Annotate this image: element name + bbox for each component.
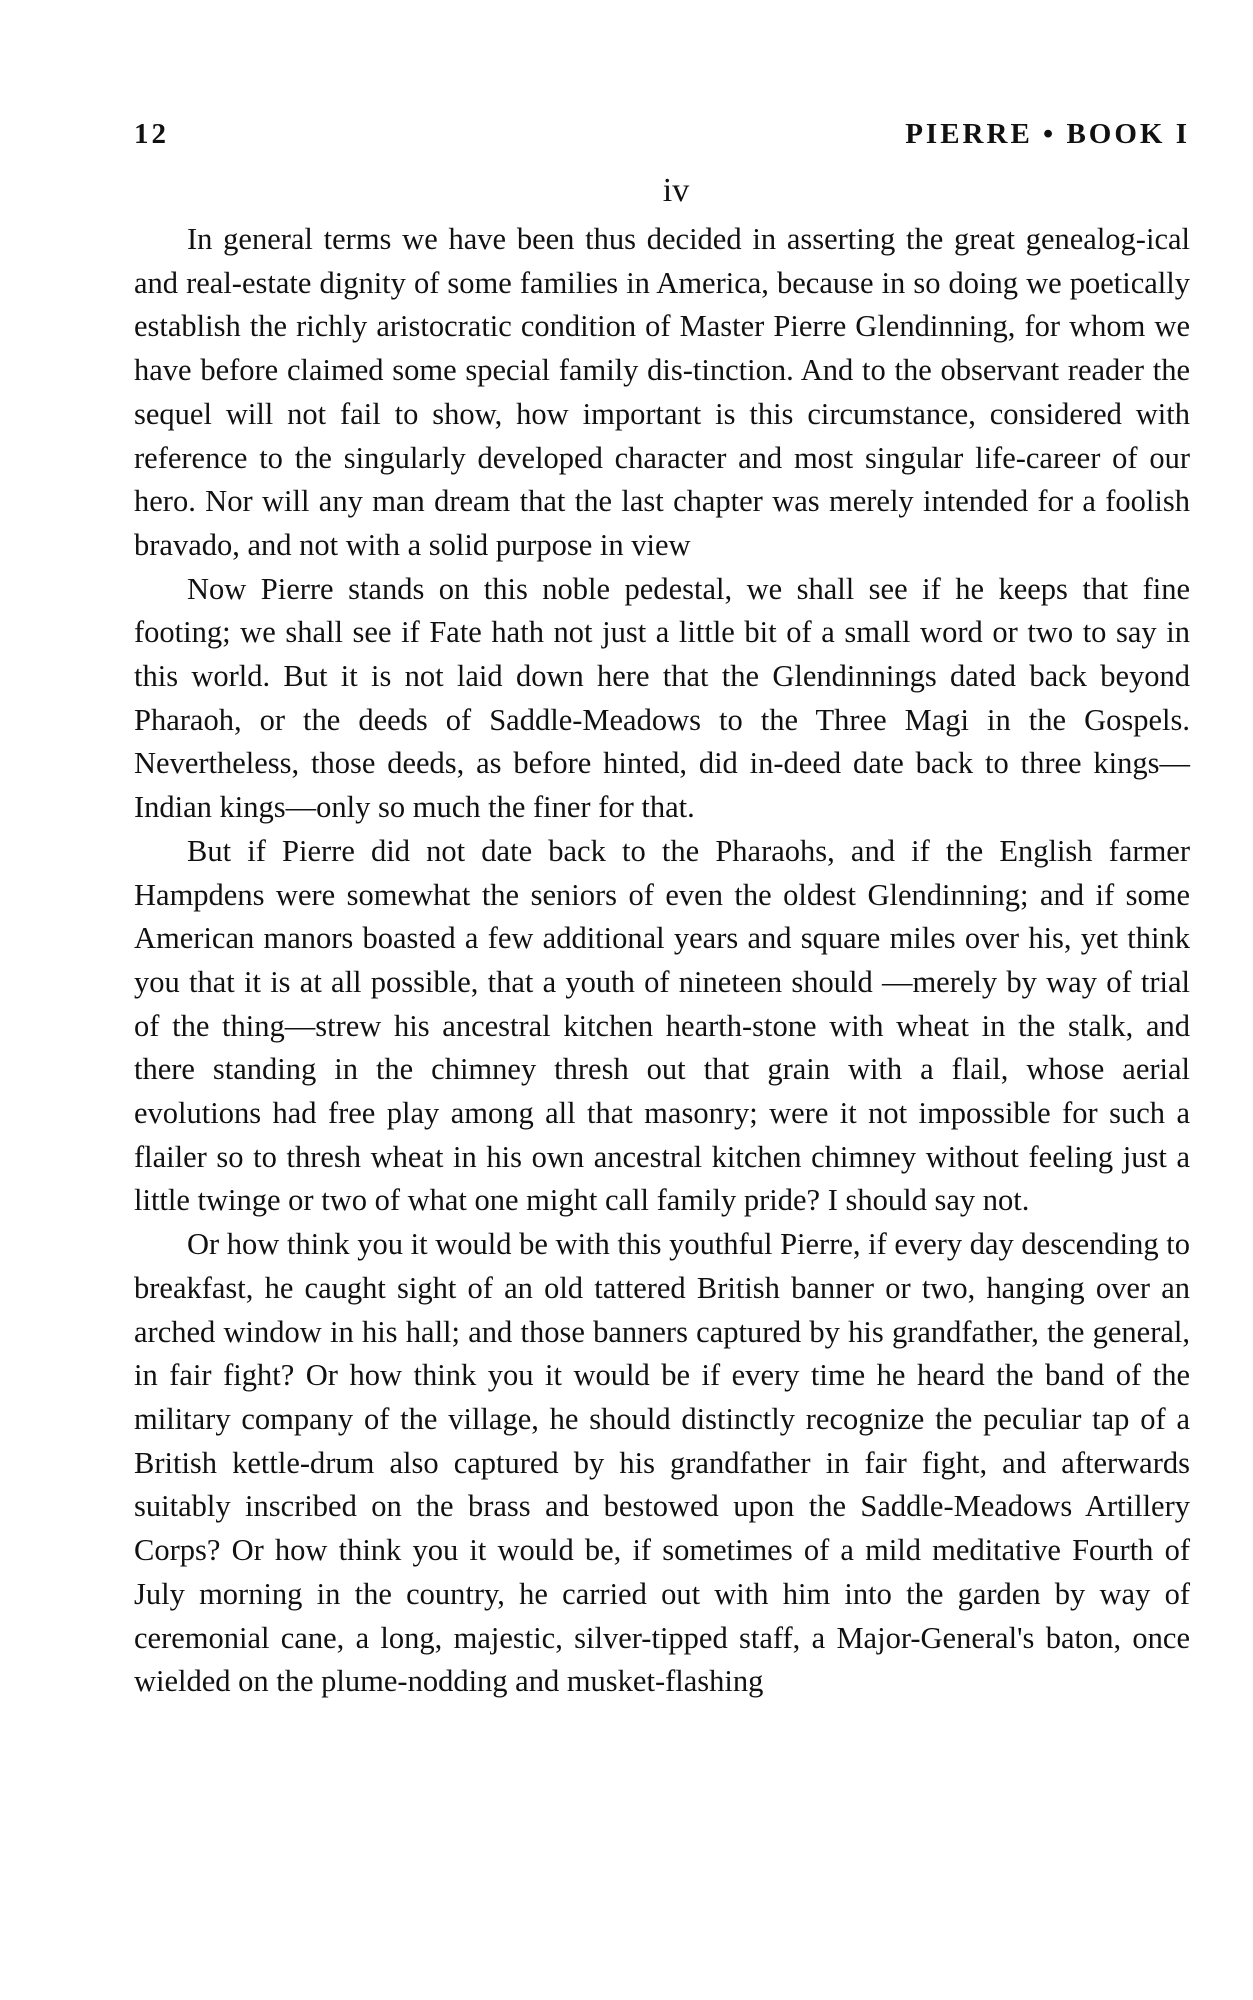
paragraph: Or how think you it would be with this youthful Pierre, if every day descending to breakfast, he caught sight of an old tattered British banner or two, hanging over an arched window in his hall; and those banners captured by his grandfather, the general, in fair fight? Or how think you it would be if every time he heard the band of the military company of the village, he should distinctly recognize the peculiar tap of a British kettle-drum also captured by his grandfather in fair fight, and afterwards suitably inscribed on the brass and bestowed upon the Saddle-Meadows Artillery Corps? Or how think you it would be, if sometimes of a mild meditative Fourth of July morning in the country, he carried out with him into the garden by way of ceremonial cane, a long, majestic, silver-tipped staff, a Major-General's baton, once wielded on the plume-nodding and musket-flashing [134, 1227, 1190, 1699]
paragraph: Now Pierre stands on this noble pedestal, we shall see if he keeps that fine footing; we shall see if Fate hath not just a little bit of a small word or two to say in this world. But it is not laid down here that the Glendinnings dated back beyond Pharaoh, or the deeds of Saddle-Meadows to the Three Magi in the Gospels. Nevertheless, those deeds, as before hinted, did in-deed date back to three kings—Indian kings—only so much the finer for that. [134, 571, 1190, 825]
running-head [134, 118, 1190, 158]
body-text [134, 218, 1190, 1704]
running-title: PIERRE • BOOK I [905, 118, 1190, 150]
book-page [134, 118, 1190, 1704]
paragraph: In general terms we have been thus decided in asserting the great genealog-ical and real-estate dignity of some families in America, because in so doing we poetically establish the richly aristocratic condition of Master Pierre Glendinning, for whom we have before claimed some special family dis-tinction. And to the observant reader the sequel will not fail to show, how important is this circumstance, considered with reference to the singularly developed character and most singular life-career of our hero. Nor will any man dream that the last chapter was merely intended for a foolish bravado, and not with a solid purpose in view [134, 222, 1190, 562]
section-number: iv [662, 172, 690, 209]
paragraph: But if Pierre did not date back to the Pharaohs, and if the English farmer Hampdens were somewhat the seniors of even the oldest Glendinning; and if some American manors boasted a few additional years and square miles over his, yet think you that it is at all possible, that a youth of nineteen should —merely by way of trial of the thing—strew his ancestral kitchen hearth-stone with wheat in the stalk, and there standing in the chimney thresh out that grain with a flail, whose aerial evolutions had free play among all that masonry; were it not impossible for such a flailer so to thresh wheat in his own ancestral kitchen chimney without feeling just a little twinge or two of what one might call family pride? I should say not. [134, 833, 1190, 1218]
page-number: 12 [134, 118, 169, 150]
